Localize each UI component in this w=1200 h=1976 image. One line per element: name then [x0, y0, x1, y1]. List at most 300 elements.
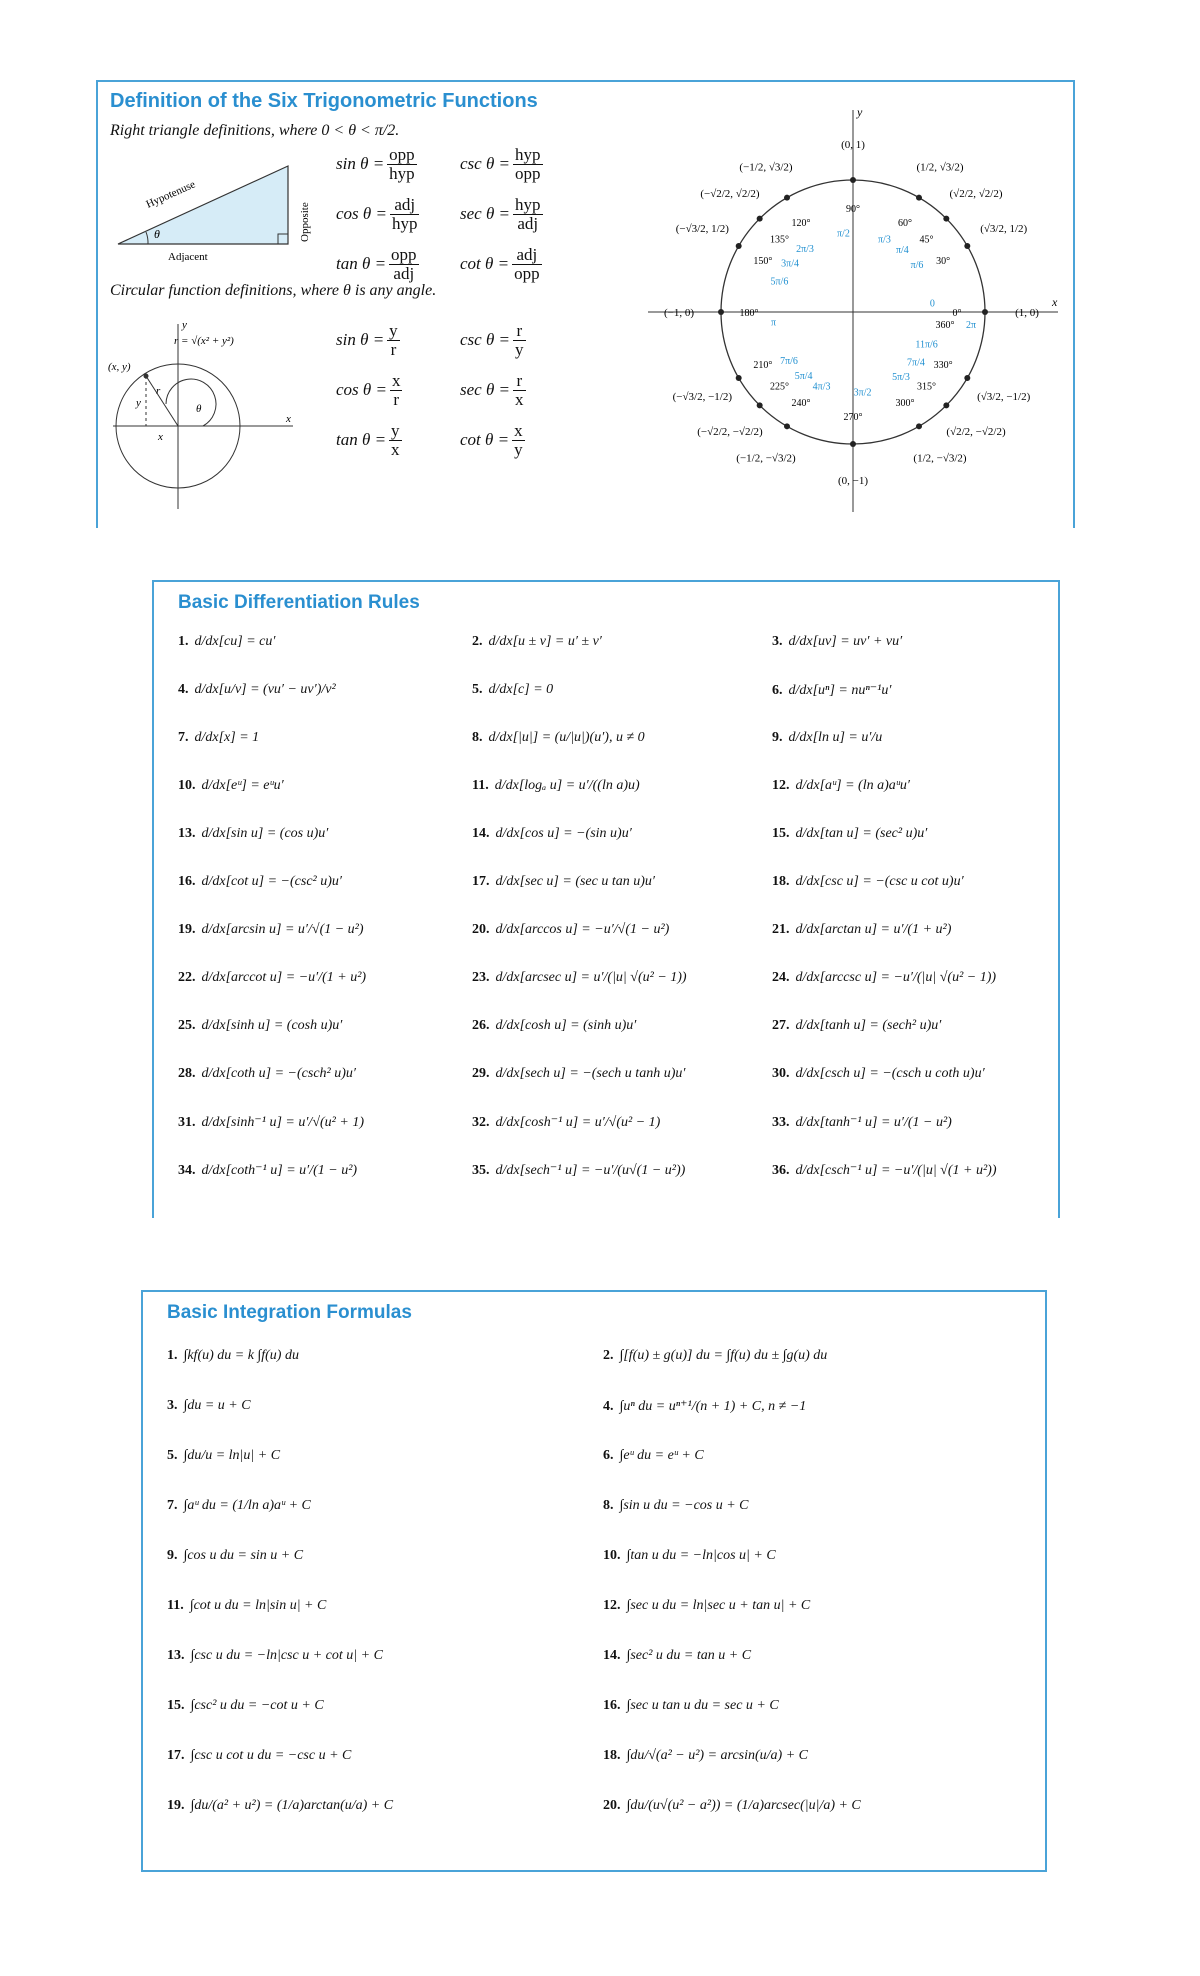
rule-number: 1. — [167, 1348, 178, 1363]
rule-number: 36. — [772, 1162, 790, 1178]
degree-label-8: 180° — [739, 308, 759, 319]
diff-rule-25 — [178, 1018, 342, 1034]
rule-number: 9. — [772, 730, 783, 745]
unit-circle-diagram — [638, 102, 1068, 522]
circ-def-2 — [336, 372, 405, 409]
rule-formula: ∫aᵘ du = (1/ln a)aᵘ + C — [183, 1498, 311, 1513]
rule-formula: d/dx[logₐ u] = u′/((ln a)u) — [494, 778, 640, 793]
integ-rule-19 — [167, 1798, 393, 1814]
diff-rule-23 — [472, 970, 687, 986]
right-triangle-diagram — [108, 152, 318, 262]
rule-formula: d/dx[ln u] = u′/u — [788, 730, 883, 745]
point-dot-15 — [964, 375, 970, 381]
rule-formula: ∫cot u du = ln|sin u| + C — [189, 1598, 327, 1613]
rule-number: 7. — [178, 730, 189, 745]
diff-rule-29 — [472, 1066, 685, 1082]
rule-formula: d/dx[cu] = cu′ — [194, 634, 276, 649]
denominator: r — [393, 389, 400, 409]
radian2-label-0: 2π — [965, 320, 977, 331]
point-dot-11 — [784, 423, 790, 429]
fn-label: tan θ = — [336, 254, 387, 274]
fraction — [512, 422, 525, 459]
point-dot-13 — [916, 423, 922, 429]
fn-label: csc θ = — [460, 154, 511, 174]
diff-rule-7 — [178, 730, 259, 746]
fraction — [390, 196, 420, 233]
diff-rule-24 — [772, 970, 996, 986]
radian-label-13: 5π/3 — [892, 371, 910, 383]
integration-panel — [141, 1290, 1047, 1872]
axis-x-label: x — [1052, 295, 1058, 309]
integ-rule-7 — [167, 1498, 311, 1514]
denominator: x — [391, 439, 400, 459]
integ-rule-15 — [167, 1698, 324, 1714]
numerator: adj — [390, 196, 420, 215]
denominator: adj — [517, 213, 539, 233]
diff-rule-33 — [772, 1114, 952, 1131]
rule-number: 6. — [603, 1448, 614, 1463]
rule-number: 13. — [178, 826, 196, 841]
coord-label-3: (1/2, √3/2) — [916, 161, 964, 174]
rule-number: 21. — [772, 922, 790, 937]
rule-number: 24. — [772, 970, 790, 985]
denominator: hyp — [391, 213, 418, 233]
trig-panel-title: Definition of the Six Trigonometric Functions — [110, 90, 538, 112]
rule-formula: d/dx[arcsin u] = u′/√(1 − u²) — [201, 922, 364, 937]
rule-formula: d/dx[tanh u] = (sech² u)u′ — [795, 1018, 942, 1033]
rule-number: 3. — [167, 1398, 178, 1413]
rule-formula: d/dx[uⁿ] = nuⁿ⁻¹u′ — [788, 683, 892, 698]
xy-label: (x, y) — [108, 361, 131, 373]
circ-def-4 — [336, 422, 405, 459]
fraction — [513, 196, 543, 233]
diff-rule-12 — [772, 778, 910, 794]
point-dot-0 — [982, 309, 988, 315]
rule-formula: d/dx[arcsec u] = u′/(|u| √(u² − 1)) — [495, 970, 687, 985]
degree-label-3: 60° — [898, 217, 912, 229]
diff-rule-21 — [772, 922, 951, 938]
numerator: r — [513, 372, 526, 391]
rule-formula: ∫du/(a² + u²) = (1/a)arctan(u/a) + C — [190, 1798, 394, 1813]
denominator: y — [514, 439, 523, 459]
rule-formula: d/dx[u/v] = (vu′ − uv′)/v² — [194, 682, 336, 697]
radian-label-15: 11π/6 — [915, 339, 938, 351]
rule-formula: d/dx[|u|] = (u/|u|)(u′), u ≠ 0 — [488, 730, 645, 745]
coord-label-5: (−1/2, √3/2) — [739, 161, 793, 174]
rule-number: 10. — [178, 778, 196, 793]
fraction — [513, 372, 526, 409]
rule-formula: d/dx[sech⁻¹ u] = −u′/(u√(1 − u²)) — [495, 1163, 686, 1178]
rule-number: 5. — [167, 1448, 178, 1463]
axis-y-label: y — [857, 105, 863, 119]
point-xy — [144, 374, 149, 379]
rule-formula: ∫eᵘ du = eᵘ + C — [619, 1448, 704, 1463]
integ-rule-10 — [603, 1548, 776, 1564]
radian-label-4: π/2 — [837, 228, 850, 240]
integ-panel-title: Basic Integration Formulas — [167, 1302, 412, 1323]
rule-formula: d/dx[c] = 0 — [488, 682, 554, 697]
rule-number: 18. — [603, 1748, 621, 1763]
degree-label-15: 330° — [933, 360, 953, 371]
point-dot-4 — [850, 177, 856, 183]
rule-number: 2. — [603, 1348, 614, 1363]
rule-formula: ∫cos u du = sin u + C — [183, 1548, 304, 1563]
numerator: hyp — [515, 195, 541, 214]
rule-formula: d/dx[coth⁻¹ u] = u′/(1 − u²) — [201, 1163, 358, 1178]
radian-label-1: π/6 — [910, 259, 924, 271]
fn-label: sec θ = — [460, 204, 511, 224]
rule-number: 10. — [603, 1548, 621, 1563]
trig-definitions-panel — [96, 80, 1075, 528]
right-def-4 — [336, 246, 422, 283]
rule-number: 19. — [178, 922, 196, 937]
opposite-label: Opposite — [299, 202, 311, 242]
radian-label-12: 3π/2 — [853, 387, 872, 399]
x-axis-label: x — [286, 413, 291, 425]
rule-formula: d/dx[arccot u] = −u′/(1 + u²) — [201, 970, 367, 985]
rule-number: 35. — [472, 1162, 490, 1178]
rule-formula: d/dx[csc u] = −(csc u cot u)u′ — [795, 874, 964, 889]
rule-formula: ∫[f(u) ± g(u)] du = ∫f(u) du ± ∫g(u) du — [619, 1348, 828, 1363]
rule-formula: d/dx[sinh⁻¹ u] = u′/√(u² + 1) — [201, 1115, 364, 1130]
point-dot-7 — [736, 243, 742, 249]
coord-label-2: (√2/2, √2/2) — [949, 188, 1003, 201]
diff-rule-14 — [472, 826, 632, 842]
rule-formula: d/dx[cot u] = −(csc² u)u′ — [201, 874, 342, 889]
diff-rule-17 — [472, 874, 655, 890]
diff-rule-16 — [178, 874, 342, 890]
rule-formula: d/dx[tanh⁻¹ u] = u′/(1 − u²) — [795, 1115, 952, 1130]
diff-rule-34 — [178, 1162, 357, 1179]
rule-number: 17. — [472, 874, 490, 889]
theta-label: θ — [154, 227, 160, 241]
rule-formula: d/dx[x] = 1 — [194, 730, 260, 745]
coord-label-4: (0, 1) — [841, 139, 865, 151]
rule-number: 2. — [472, 634, 483, 649]
diff-rule-20 — [472, 922, 669, 938]
numerator: x — [514, 421, 523, 440]
radius-line — [146, 376, 178, 426]
point-dot-10 — [757, 402, 763, 408]
right-def-0 — [336, 146, 420, 183]
rule-formula: ∫uⁿ du = uⁿ⁺¹/(n + 1) + C, n ≠ −1 — [619, 1399, 807, 1414]
diff-rule-35 — [472, 1162, 685, 1179]
coord-label-15: (√3/2, −1/2) — [977, 391, 1031, 403]
numerator: x — [391, 371, 401, 390]
point-dot-12 — [850, 441, 856, 447]
rule-number: 32. — [472, 1114, 490, 1130]
integ-rule-16 — [603, 1698, 779, 1714]
rule-formula: d/dx[cosh⁻¹ u] = u′/√(u² − 1) — [495, 1115, 661, 1130]
fraction — [513, 146, 543, 183]
denominator: opp — [515, 163, 541, 183]
diff-rule-19 — [178, 922, 364, 938]
theta-circ-label: θ — [196, 403, 202, 415]
rule-number: 29. — [472, 1066, 490, 1081]
fraction — [387, 322, 400, 359]
radian-label-14: 7π/4 — [907, 357, 925, 369]
r-label: r — [156, 385, 161, 397]
diff-rule-30 — [772, 1066, 985, 1082]
rule-formula: ∫sec u du = ln|sec u + tan u| + C — [626, 1598, 811, 1613]
radian-label-5: 2π/3 — [796, 244, 814, 256]
diff-rule-36 — [772, 1162, 996, 1179]
rule-formula: ∫du/u = ln|u| + C — [183, 1448, 281, 1463]
radian-label-10: 5π/4 — [794, 370, 813, 382]
fn-label: tan θ = — [336, 430, 387, 450]
rule-number: 18. — [772, 874, 790, 889]
adjacent-label: Adjacent — [168, 251, 208, 262]
rule-formula: d/dx[arccsc u] = −u′/(|u| √(u² − 1)) — [795, 970, 997, 985]
rule-formula: d/dx[coth u] = −(csch² u)u′ — [201, 1066, 356, 1081]
radian-label-0: 0 — [929, 298, 935, 310]
rule-number: 14. — [472, 826, 490, 841]
diff-rule-2 — [472, 634, 602, 650]
rule-formula: d/dx[eᵘ] = eᵘu′ — [201, 778, 284, 793]
coord-label-9: (−√3/2, −1/2) — [672, 391, 733, 403]
x-side-label: x — [158, 431, 163, 443]
numerator: opp — [389, 145, 415, 164]
integ-rule-18 — [603, 1748, 808, 1764]
diff-rule-28 — [178, 1066, 356, 1082]
coord-label-11: (−1/2, −√3/2) — [736, 452, 796, 465]
integ-rule-20 — [603, 1798, 861, 1814]
degree-label-12: 270° — [843, 412, 863, 423]
rule-formula: d/dx[sin u] = (cos u)u′ — [201, 826, 329, 841]
diff-rule-18 — [772, 874, 964, 890]
coord-label-1: (√3/2, 1/2) — [980, 223, 1028, 235]
right-def-5 — [460, 246, 545, 283]
point-dot-14 — [943, 402, 949, 408]
coord-label-6: (−√2/2, √2/2) — [700, 188, 760, 201]
fn-label: cot θ = — [460, 254, 510, 274]
rule-formula: ∫du/(u√(u² − a²)) = (1/a)arcsec(|u|/a) + C — [626, 1798, 861, 1813]
coord-label-10: (−√2/2, −√2/2) — [697, 425, 763, 438]
rule-number: 4. — [178, 682, 189, 697]
degree-label-11: 240° — [791, 398, 811, 410]
rule-number: 16. — [178, 874, 196, 889]
right-def-2 — [336, 196, 422, 233]
circ-def-5 — [460, 422, 528, 459]
degree-label-10: 225° — [769, 381, 789, 393]
degree-label-2: 45° — [919, 234, 934, 246]
coord-label-8: (−1, 0) — [663, 307, 695, 319]
coord-label-12: (0, −1) — [837, 475, 869, 487]
point-dot-6 — [757, 216, 763, 222]
rule-number: 9. — [167, 1548, 178, 1563]
coord-label-7: (−√3/2, 1/2) — [675, 223, 729, 235]
rule-number: 1. — [178, 634, 189, 649]
point-dot-8 — [718, 309, 724, 315]
fn-label: csc θ = — [460, 330, 511, 350]
rule-number: 11. — [167, 1598, 184, 1613]
rule-number: 14. — [603, 1648, 621, 1663]
rule-formula: d/dx[csch u] = −(csch u coth u)u′ — [795, 1066, 985, 1081]
y-side-label: y — [136, 397, 141, 409]
radian-label-3: π/3 — [878, 234, 891, 246]
point-dot-3 — [916, 195, 922, 201]
degree-label-0: 0° — [952, 308, 962, 319]
circ-def-0 — [336, 322, 403, 359]
diff-rule-8 — [472, 730, 645, 746]
rule-number: 7. — [167, 1498, 178, 1513]
rule-number: 30. — [772, 1066, 790, 1081]
point-dot-9 — [736, 375, 742, 381]
rule-number: 27. — [772, 1018, 790, 1033]
rule-number: 31. — [178, 1114, 196, 1130]
rule-formula: ∫kf(u) du = k ∫f(u) du — [183, 1348, 299, 1363]
fn-label: cot θ = — [460, 430, 510, 450]
integ-rule-8 — [603, 1498, 749, 1514]
hypotenuse-label: Hypotenuse — [144, 178, 198, 211]
numerator: r — [513, 322, 526, 341]
triangle-shape — [118, 166, 288, 244]
rule-formula: d/dx[uv] = uv′ + vu′ — [788, 634, 903, 649]
rule-formula: d/dx[tan u] = (sec² u)u′ — [795, 826, 928, 841]
diff-panel-title: Basic Differentiation Rules — [178, 592, 420, 613]
rule-formula: ∫csc² u du = −cot u + C — [190, 1698, 324, 1713]
radian-label-11: 4π/3 — [812, 381, 831, 393]
numerator: y — [389, 321, 398, 340]
fraction — [390, 372, 403, 409]
denominator: y — [515, 339, 524, 359]
rule-number: 22. — [178, 970, 196, 985]
integ-rule-11 — [167, 1598, 326, 1614]
integ-rule-1 — [167, 1348, 299, 1364]
degree-label-13: 300° — [895, 398, 915, 410]
rule-formula: d/dx[sec u] = (sec u tan u)u′ — [495, 874, 655, 889]
point-dot-2 — [943, 216, 949, 222]
rule-number: 6. — [772, 682, 783, 698]
integ-rule-17 — [167, 1748, 351, 1764]
rule-number: 28. — [178, 1066, 196, 1081]
integ-rule-2 — [603, 1348, 827, 1364]
rule-number: 25. — [178, 1018, 196, 1033]
rule-number: 33. — [772, 1114, 790, 1130]
rule-formula: ∫csc u du = −ln|csc u + cot u| + C — [190, 1648, 383, 1663]
integ-rule-3 — [167, 1398, 251, 1414]
rule-number: 20. — [472, 922, 490, 937]
right-def-1 — [460, 146, 546, 183]
rule-number: 11. — [472, 778, 489, 793]
circ-def-1 — [460, 322, 529, 359]
rule-number: 23. — [472, 970, 490, 985]
rule-formula: d/dx[arccos u] = −u′/√(1 − u²) — [495, 922, 670, 937]
coord-label-14: (√2/2, −√2/2) — [946, 425, 1006, 438]
diff-rule-13 — [178, 826, 328, 842]
degree-label-5: 120° — [791, 217, 811, 229]
rule-number: 12. — [772, 778, 790, 793]
denominator: adj — [393, 263, 415, 283]
differentiation-panel — [152, 580, 1060, 1218]
fn-label: sec θ = — [460, 380, 511, 400]
rule-formula: d/dx[arctan u] = u′/(1 + u²) — [795, 922, 952, 937]
fraction — [513, 322, 526, 359]
denominator: r — [390, 339, 397, 359]
rule-number: 12. — [603, 1598, 621, 1613]
degree-label-14: 315° — [917, 381, 937, 393]
rule-number: 8. — [603, 1498, 614, 1513]
diff-rule-11 — [472, 778, 640, 794]
diff-rule-4 — [178, 682, 336, 698]
y-axis-label: y — [182, 319, 187, 331]
numerator: opp — [391, 245, 417, 264]
integ-rule-12 — [603, 1598, 810, 1614]
integ-rule-5 — [167, 1448, 280, 1464]
diff-rule-31 — [178, 1114, 364, 1131]
fn-label: cos θ = — [336, 204, 387, 224]
rule-formula: d/dx[cos u] = −(sin u)u′ — [495, 826, 632, 841]
rule-number: 34. — [178, 1162, 196, 1178]
diff-rule-3 — [772, 634, 902, 650]
integ-rule-4 — [603, 1398, 806, 1415]
radian-label-2: π/4 — [895, 245, 909, 257]
rule-formula: ∫du/√(a² − u²) = arcsin(u/a) + C — [626, 1748, 809, 1763]
radian-label-6: 3π/4 — [781, 258, 799, 270]
numerator: y — [391, 421, 400, 440]
rule-formula: ∫du = u + C — [183, 1398, 251, 1413]
circular-function-diagram — [108, 314, 298, 514]
rule-number: 16. — [603, 1698, 621, 1713]
diff-rule-15 — [772, 826, 927, 842]
integ-rule-9 — [167, 1548, 303, 1564]
rule-number: 26. — [472, 1018, 490, 1033]
degree-label-4: 90° — [846, 204, 860, 215]
diff-rule-27 — [772, 1018, 941, 1034]
rule-formula: d/dx[sech u] = −(sech u tanh u)u′ — [495, 1066, 686, 1081]
radian-label-9: 7π/6 — [780, 356, 798, 368]
rule-number: 8. — [472, 730, 483, 745]
circ-def-3 — [460, 372, 529, 409]
fn-label: sin θ = — [336, 330, 385, 350]
rule-number: 13. — [167, 1648, 185, 1663]
integ-rule-6 — [603, 1448, 704, 1464]
rule-formula: ∫tan u du = −ln|cos u| + C — [626, 1548, 776, 1563]
diff-rule-32 — [472, 1114, 660, 1131]
fn-label: cos θ = — [336, 380, 387, 400]
circular-subtitle: Circular function definitions, where θ is any angle. — [110, 282, 437, 299]
denominator: x — [515, 389, 524, 409]
radian-label-7: 5π/6 — [770, 276, 789, 288]
denominator: opp — [514, 263, 540, 283]
rule-number: 19. — [167, 1798, 185, 1813]
rule-formula: ∫sin u du = −cos u + C — [619, 1498, 749, 1513]
rule-formula: d/dx[cosh u] = (sinh u)u′ — [495, 1018, 637, 1033]
rule-number: 15. — [772, 826, 790, 841]
diff-rule-9 — [772, 730, 882, 746]
diff-rule-10 — [178, 778, 284, 794]
numerator: hyp — [515, 145, 541, 164]
rule-formula: d/dx[aᵘ] = (ln a)aᵘu′ — [795, 778, 910, 793]
right-def-3 — [460, 196, 546, 233]
diff-rule-6 — [772, 682, 891, 699]
denominator: hyp — [389, 163, 415, 183]
radian-label-8: π — [771, 317, 777, 329]
degree2-label-0: 360° — [935, 320, 955, 331]
right-triangle-subtitle: Right triangle definitions, where 0 < θ < π/2. — [110, 122, 400, 139]
fraction — [389, 422, 402, 459]
coord-label-0: (1, 0) — [1015, 307, 1039, 319]
point-dot-1 — [964, 243, 970, 249]
fraction — [389, 246, 419, 283]
fn-label: sin θ = — [336, 154, 385, 174]
degree-label-1: 30° — [936, 256, 951, 267]
rule-number: 4. — [603, 1398, 614, 1414]
fraction — [387, 146, 417, 183]
coord-label-13: (1/2, −√3/2) — [913, 452, 967, 465]
numerator: adj — [512, 246, 542, 265]
rule-number: 5. — [472, 682, 483, 697]
